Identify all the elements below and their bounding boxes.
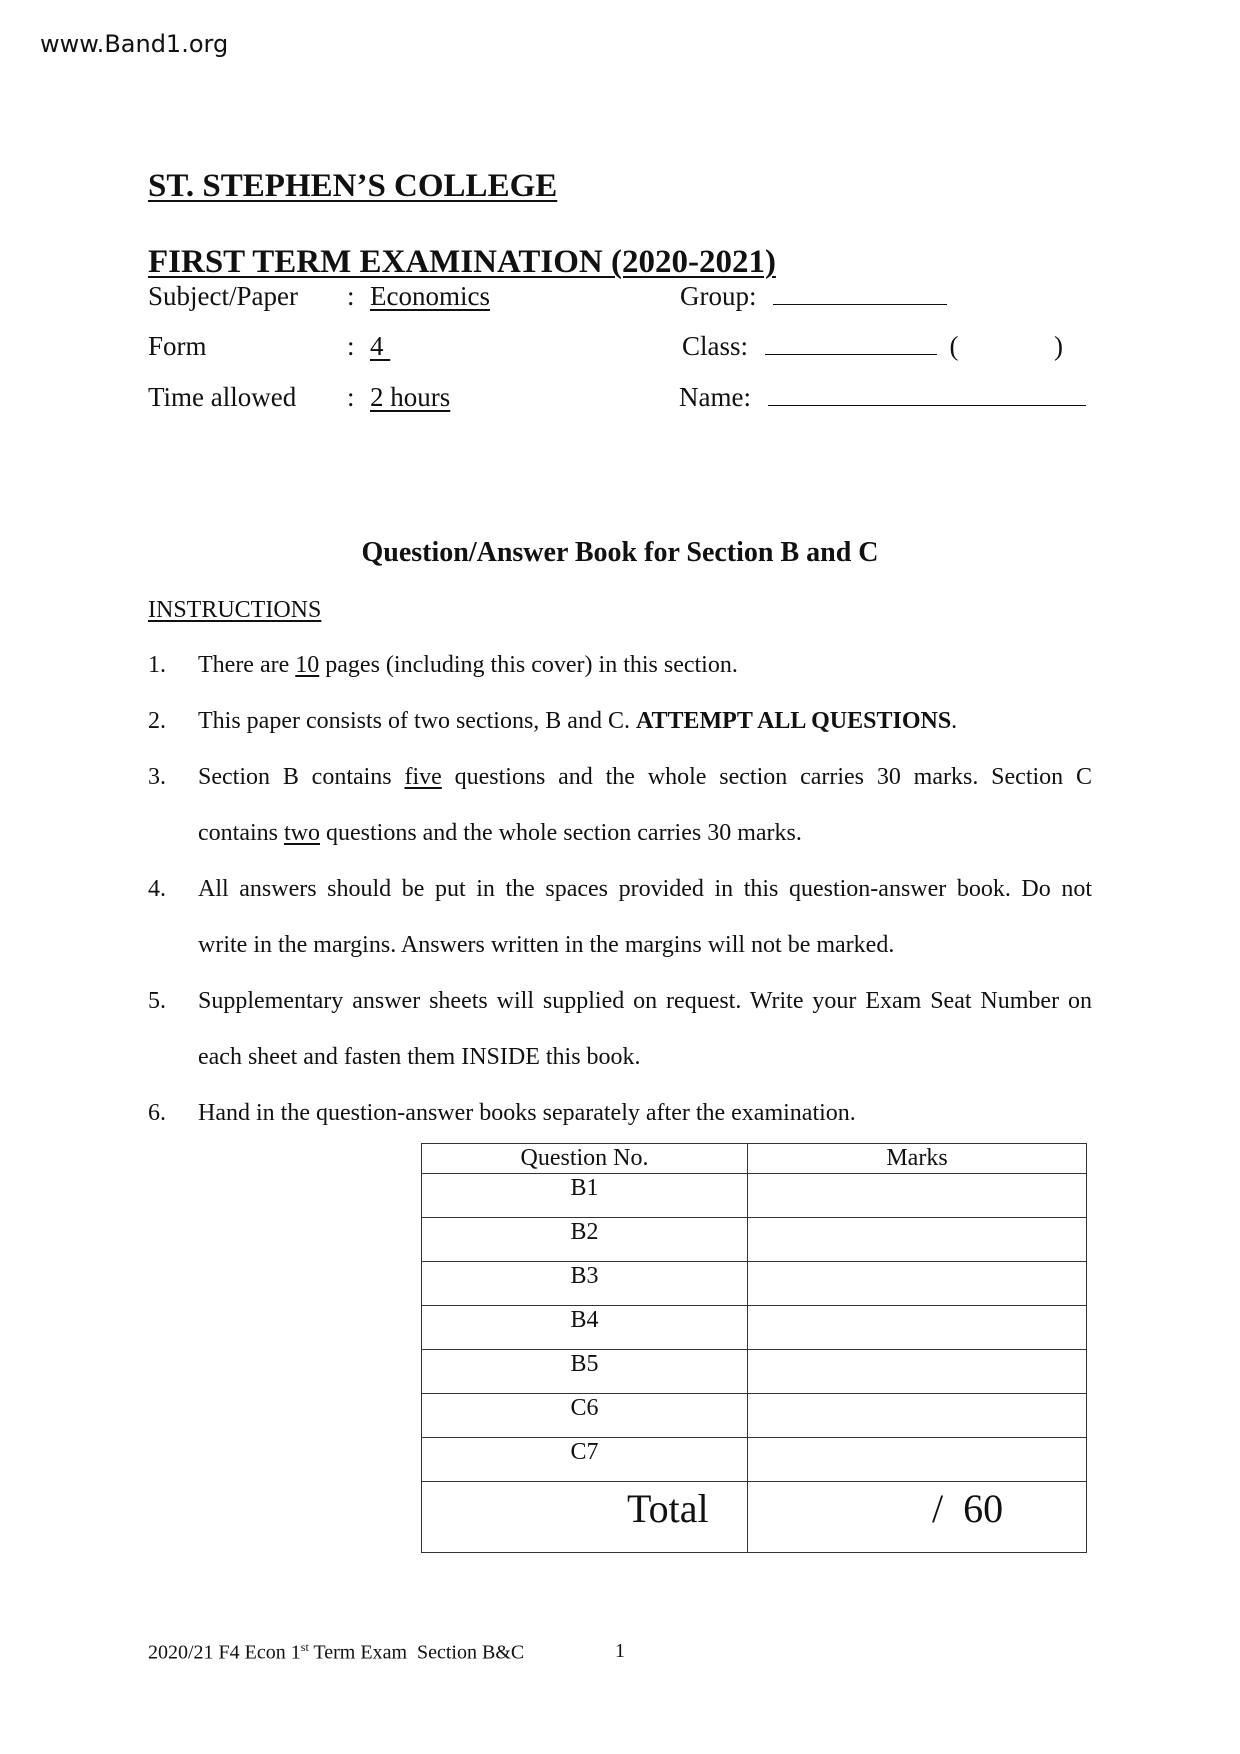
table-row	[422, 1174, 1087, 1218]
website-watermark: www.Band1.org	[40, 30, 229, 58]
school-name: ST. STEPHEN’S COLLEGE	[148, 168, 558, 204]
instruction-5-line-1: Supplementary answer sheets will supplied on request. Write your Exam Seat Number on	[198, 988, 1092, 1014]
instruction-3-text: Section B contains	[198, 764, 405, 790]
table-row	[422, 1438, 1087, 1482]
question-cell: B1	[422, 1174, 748, 1218]
instructions-heading: INSTRUCTIONS	[148, 597, 322, 623]
question-cell: B2	[422, 1218, 748, 1262]
time-colon: :	[347, 382, 355, 412]
footer-text: 2020/21 F4 Econ 1	[148, 1641, 301, 1664]
instruction-5-number: 5.	[148, 988, 166, 1014]
table-row	[422, 1350, 1087, 1394]
table-row	[422, 1218, 1087, 1262]
instruction-5-line-2: each sheet and fasten them INSIDE this book.	[198, 1044, 641, 1070]
page-footer	[148, 1640, 524, 1665]
question-cell: C7	[422, 1438, 748, 1482]
subject-colon: :	[347, 281, 355, 311]
instruction-1	[198, 652, 738, 679]
instruction-2	[198, 708, 957, 735]
class-field	[682, 331, 1063, 362]
class-blank[interactable]	[765, 332, 937, 355]
marks-table	[421, 1143, 1087, 1553]
group-field	[680, 281, 947, 312]
instruction-6: Hand in the question-answer books separately after the examination.	[198, 1100, 856, 1126]
instruction-3-text-2-end: questions and the whole section carries 30 marks.	[319, 820, 802, 846]
name-label: Name:	[679, 382, 751, 412]
total-value: / 60	[932, 1486, 1004, 1531]
exam-title: FIRST TERM EXAMINATION (2020-2021)	[148, 244, 776, 280]
marks-cell[interactable]	[748, 1262, 1087, 1306]
form-value: 4	[370, 331, 391, 361]
instruction-3-number: 3.	[148, 764, 166, 790]
marks-cell[interactable]	[748, 1350, 1087, 1394]
footer-text-end: Term Exam Section B&C	[308, 1641, 525, 1664]
marks-table-header	[422, 1144, 1087, 1174]
question-cell: B4	[422, 1306, 748, 1350]
instruction-2-number: 2.	[148, 708, 166, 734]
instruction-4-number: 4.	[148, 876, 166, 902]
name-blank[interactable]	[768, 383, 1086, 406]
subject-value: Economics	[370, 281, 490, 311]
marks-cell[interactable]	[748, 1438, 1087, 1482]
instruction-4-line-1: All answers should be put in the spaces provided in this question-answer book. Do not	[198, 876, 1092, 902]
name-field	[679, 382, 1086, 413]
marks-cell[interactable]	[748, 1306, 1087, 1350]
subject-label: Subject/Paper	[148, 281, 298, 311]
section-c-count: two	[283, 820, 320, 846]
footer-ordinal: st	[300, 1640, 309, 1654]
question-cell: B3	[422, 1262, 748, 1306]
total-label: Total	[627, 1486, 709, 1531]
marks-cell[interactable]	[748, 1218, 1087, 1262]
question-cell: C6	[422, 1394, 748, 1438]
section-b-count: five	[404, 764, 442, 790]
instruction-2-text: This paper consists of two sections, B and C.	[198, 708, 636, 734]
time-label: Time allowed	[148, 382, 297, 412]
class-number-open-paren: (	[949, 331, 959, 361]
book-subtitle: Question/Answer Book for Section B and C	[361, 537, 879, 568]
page-number: 1	[615, 1640, 625, 1662]
page-count: 10	[295, 652, 320, 678]
total-value-cell[interactable]	[748, 1482, 1087, 1553]
instruction-6-number: 6.	[148, 1100, 166, 1126]
table-row	[422, 1262, 1087, 1306]
attempt-all-emphasis: ATTEMPT ALL QUESTIONS	[635, 708, 952, 734]
total-label-cell	[422, 1482, 748, 1553]
form-label: Form	[148, 331, 207, 361]
marks-header: Marks	[748, 1144, 1087, 1174]
table-row	[422, 1306, 1087, 1350]
instruction-4-line-2: write in the margins. Answers written in the margins will not be marked.	[198, 932, 895, 958]
marks-cell[interactable]	[748, 1394, 1087, 1438]
class-number-close-paren: )	[1054, 331, 1064, 361]
marks-cell[interactable]	[748, 1174, 1087, 1218]
form-colon: :	[347, 331, 355, 361]
instruction-3-text-2: contains	[198, 820, 284, 846]
group-blank[interactable]	[773, 282, 947, 305]
group-label: Group:	[680, 281, 757, 311]
instruction-1-text-end: pages (including this cover) in this section.	[319, 652, 738, 678]
question-cell: B5	[422, 1350, 748, 1394]
table-row	[422, 1394, 1087, 1438]
class-label: Class:	[682, 331, 749, 361]
time-value: 2 hours	[370, 382, 451, 412]
total-row	[422, 1482, 1087, 1553]
instruction-3-line-1	[198, 764, 1092, 791]
instruction-2-text-end: .	[951, 708, 958, 734]
instruction-3-line-2	[198, 820, 802, 847]
instruction-1-number: 1.	[148, 652, 166, 678]
question-no-header: Question No.	[422, 1144, 748, 1174]
instruction-3-text-end: questions and the whole section carries 30 marks. Section C	[441, 764, 1092, 790]
instruction-1-text: There are	[198, 652, 296, 678]
